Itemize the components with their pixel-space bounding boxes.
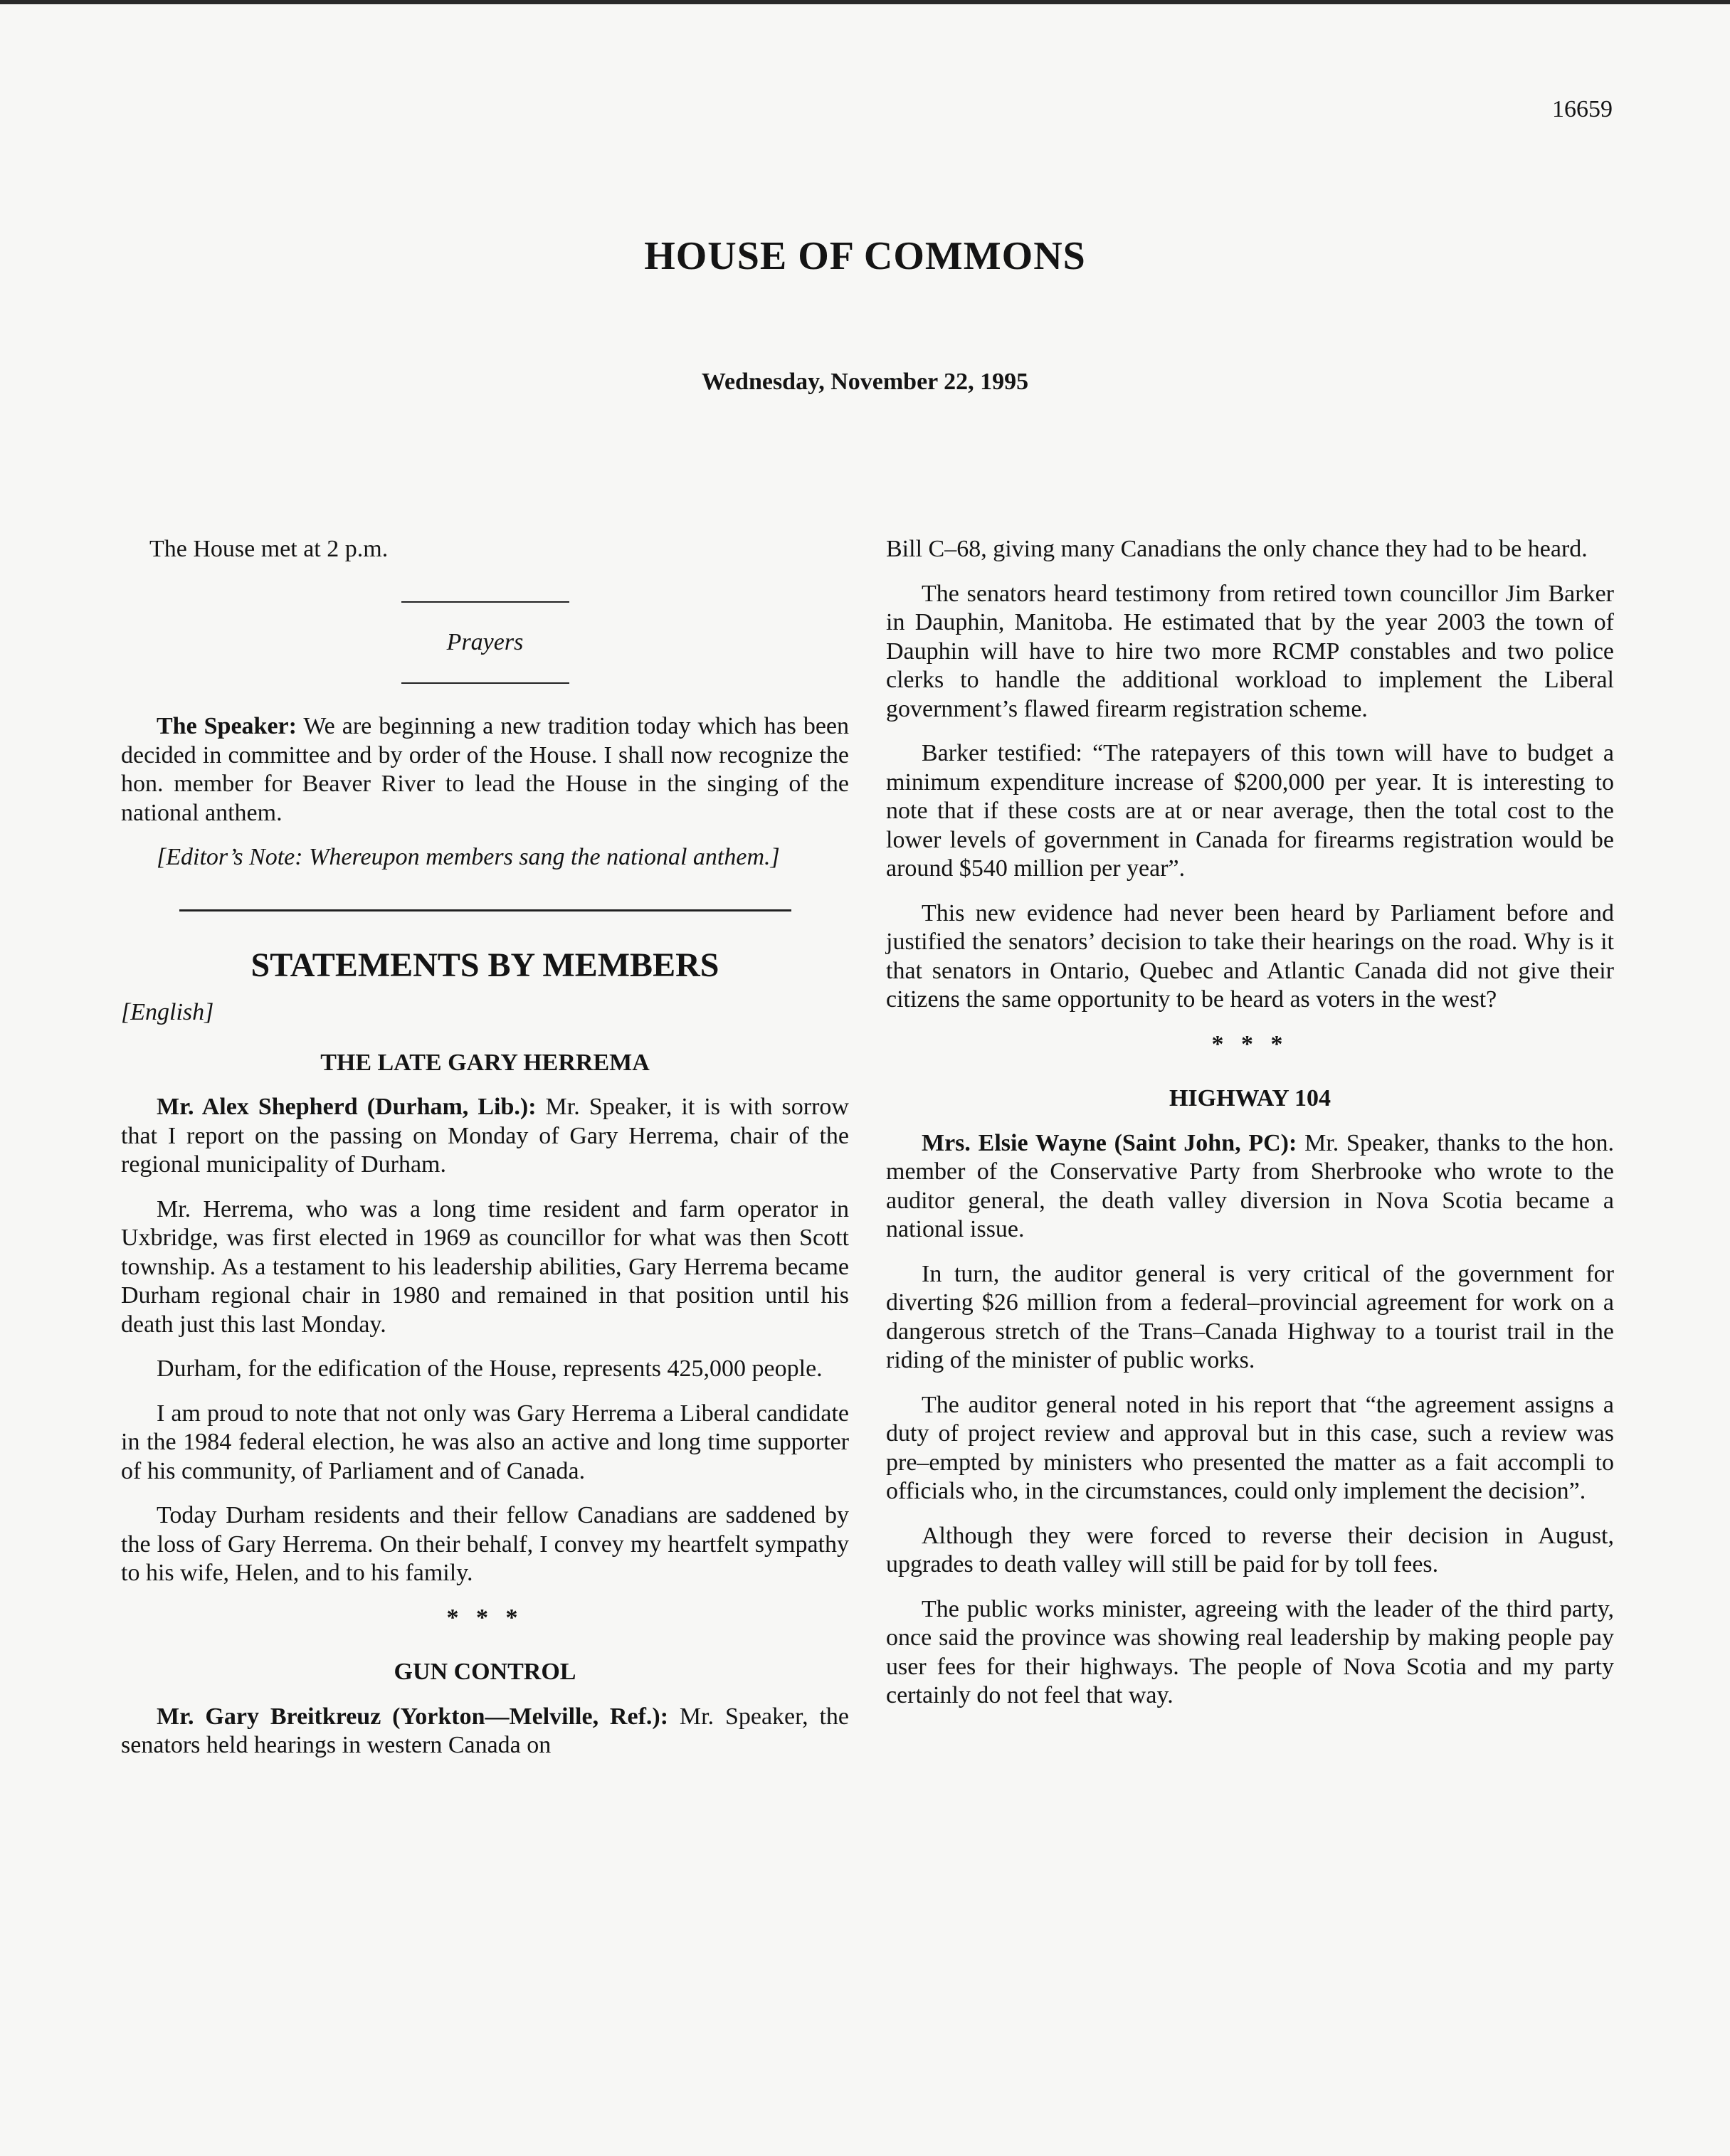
statement-paragraph: Today Durham residents and their fellow Canadians are saddened by the loss of Gary Herrema. On their behalf, I convey my heartfelt sympathy to his wife, Helen, and to his family.	[121, 1502, 849, 1586]
statement-paragraph: Although they were forced to reverse their decision in August, upgrades to death valley will still be paid for by toll fees.	[886, 1522, 1614, 1578]
statement-heading: HIGHWAY 104	[1169, 1085, 1331, 1111]
statement-paragraph: The senators heard testimony from retired town councillor Jim Barker in Dauphin, Manitoba. He estimated that by the year 2003 the town of Dauphin will have to hire two more RCMP constables and two police clerks to handle the additional workload to implement the Liberal government’s flawed firearm registration scheme.	[886, 580, 1614, 722]
speaker-name: Mrs. Elsie Wayne (Saint John, PC):	[922, 1129, 1297, 1156]
speaker-name: Mr. Gary Breitkreuz (Yorkton—Melville, Ref.):	[157, 1703, 669, 1730]
speaker-name: Mr. Alex Shepherd (Durham, Lib.):	[157, 1094, 537, 1120]
section-title: STATEMENTS BY MEMBERS	[250, 946, 719, 984]
page-title: HOUSE OF COMMONS	[644, 234, 1086, 278]
language-tag: [English]	[121, 999, 214, 1025]
statement-paragraph: Durham, for the edification of the House, represents 425,000 people.	[157, 1356, 823, 1382]
statement-paragraph	[886, 1129, 1614, 1245]
statement-paragraph: Mr. Herrema, who was a long time resident and farm operator in Uxbridge, was first elected in 1969 as councillor for what was then Scott township. As a testament to his leadership abilities, Gary Herrema became Durham regional chair in 1980 and remained in that position until his death just this last Monday.	[121, 1195, 849, 1338]
statement-paragraph: The auditor general noted in his report that “the agreement assigns a duty of project review and approval but in this case, such a review was pre–empted by ministers who presented the matter as a fait accompli to officials who, in the circumstances, could only implement the decision”.	[886, 1391, 1614, 1504]
section-divider	[179, 909, 791, 911]
statement-heading: THE LATE GARY HERREMA	[320, 1049, 650, 1076]
opening-line: The House met at 2 p.m.	[149, 536, 389, 562]
speech-text: We are beginning a new tradition today which has been decided in committee and by order of the House. I shall now recognize the hon. member for Beaver River to lead the House in the singing of the national anthem.	[121, 713, 849, 826]
statement-paragraph	[121, 1703, 849, 1760]
statement-paragraph: I am proud to note that not only was Gary Herrema a Liberal candidate in the 1984 federal election, he was also an active and long time supporter of his community, of Parliament and of Canada.	[121, 1400, 849, 1484]
speaker-name: The Speaker:	[157, 713, 297, 739]
speaker-paragraph	[121, 712, 849, 828]
section-separator: * * *	[1211, 1030, 1289, 1057]
statement-paragraph: This new evidence had never been heard by Parliament before and justified the senators’ decision to take their hearings on the road. Why is it that senators in Ontario, Quebec and Atlantic Canada did not give their citizens the same opportunity to be heard as voters in the west?	[886, 899, 1614, 1013]
statement-heading: GUN CONTROL	[394, 1659, 576, 1685]
statement-paragraph: In turn, the auditor general is very critical of the government for diverting $26 million from a federal–provincial agreement for work on a dangerous stretch of the Trans–Canada Highway to a tourist trail in the riding of the minister of public works.	[886, 1260, 1614, 1373]
speech-text: Mr. Speaker, the senators held hearings in western Canada on	[121, 1703, 849, 1758]
statement-paragraph	[121, 1093, 849, 1180]
statement-paragraph: Bill C–68, giving many Canadians the only chance they had to be heard.	[886, 536, 1588, 562]
page-number: 16659	[1552, 96, 1613, 122]
sitting-date: Wednesday, November 22, 1995	[701, 369, 1029, 395]
divider	[401, 601, 569, 603]
divider	[401, 682, 569, 684]
right-column	[886, 535, 1614, 1726]
statement-paragraph: The public works minister, agreeing with the leader of the third party, once said the province was showing real leadership by making people pay user fees for their highways. The people of Nova Scotia and my party certainly do not feel that way.	[886, 1595, 1614, 1708]
statement-paragraph: Barker testified: “The ratepayers of this town will have to budget a minimum expenditure increase of $200,000 per year. It is interesting to note that if these costs are at or near average, then the total cost to the lower levels of government in Canada for firearms registration would be around $540 million per year”.	[886, 740, 1614, 882]
prayers-heading: Prayers	[446, 628, 524, 655]
top-border-line	[0, 0, 1730, 4]
section-separator: * * *	[446, 1604, 524, 1631]
editors-note: [Editor’s Note: Whereupon members sang the national anthem.]	[157, 844, 780, 870]
speech-text: Mr. Speaker, it is with sorrow that I report on the passing on Monday of Gary Herrema, chair of the regional municipality of Durham.	[121, 1094, 849, 1178]
left-column	[121, 535, 849, 1776]
speech-text: Mr. Speaker, thanks to the hon. member of the Conservative Party from Sherbrooke who wrote to the auditor general, the death valley diversion in Nova Scotia became a national issue.	[886, 1129, 1615, 1242]
